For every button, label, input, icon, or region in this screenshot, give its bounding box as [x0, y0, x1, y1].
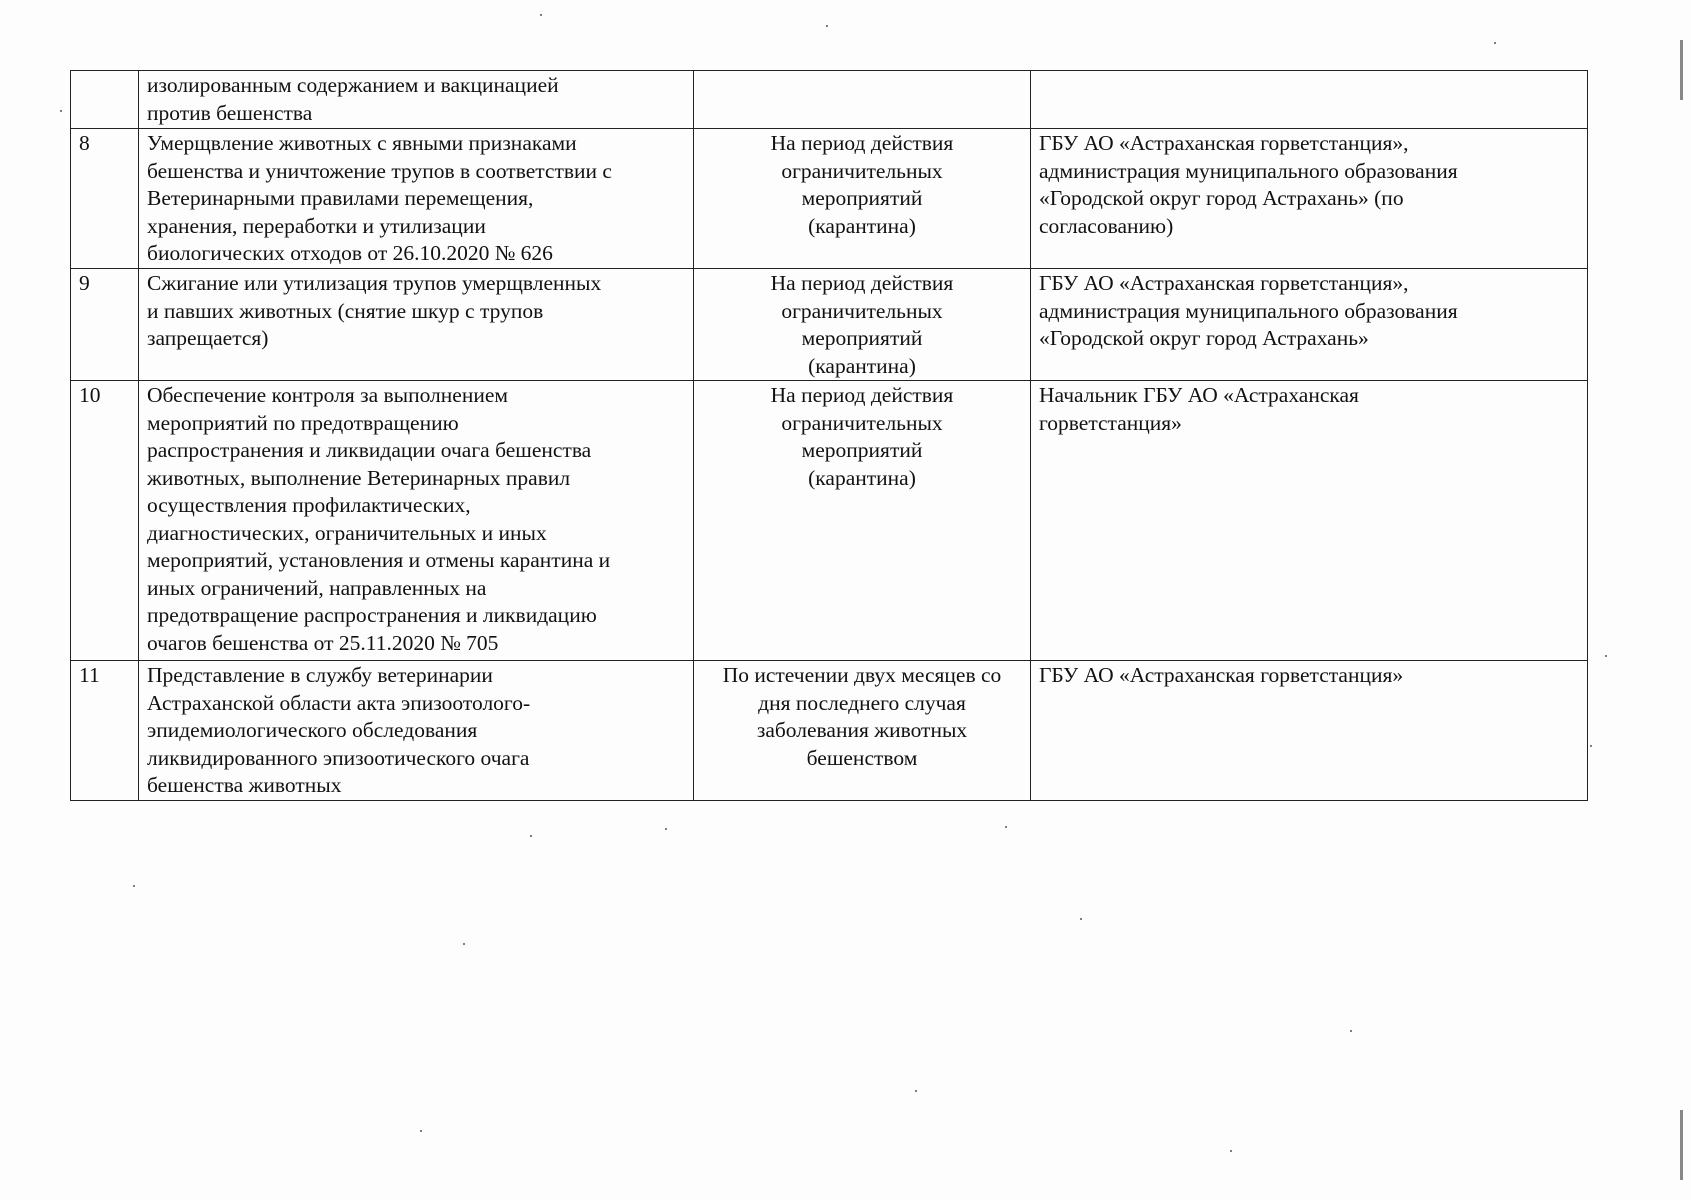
row-number-cell	[71, 269, 139, 381]
scan-speck	[1350, 1030, 1352, 1032]
responsible-cell	[1031, 661, 1588, 801]
row-number-cell	[71, 71, 139, 129]
table-row-10	[71, 381, 1588, 661]
measure-cell	[139, 269, 694, 381]
responsible-text: ГБУ АО «Астраханская горветстанция», администрация муниципального образования «Городской округ город Астрахань» (по согласованию)	[1039, 131, 1458, 238]
scan-speck	[1605, 655, 1607, 657]
term-text: По истечении двух месяцев со дня последнего случая заболевания животных бешенством	[722, 663, 1002, 770]
measures-table	[70, 70, 1588, 801]
measure-text: Представление в службу ветеринарии Астраханской области акта эпизоотолого- эпидемиологического обследования ликвидированного эпизоотического очага бешенства животных	[147, 663, 531, 797]
table-row-11	[71, 661, 1588, 801]
row-number: 8	[79, 131, 90, 155]
measure-cell	[139, 129, 694, 269]
term-text: На период действия ограничительных мероприятий (карантина)	[770, 271, 954, 378]
measure-cell	[139, 71, 694, 129]
responsible-cell	[1031, 269, 1588, 381]
scan-speck	[530, 835, 532, 837]
scan-speck	[463, 943, 465, 945]
row-number: 10	[79, 383, 101, 407]
scan-speck	[826, 25, 828, 27]
scan-speck	[133, 885, 135, 887]
scan-speck	[665, 828, 667, 830]
scan-speck	[1494, 42, 1496, 44]
measure-text: Умерщвление животных с явными признаками бешенства и уничтожение трупов в соответствии с Ветеринарными правилами перемещения, хранения, переработки и утилизации биологических отходов от 26.10.2020 № 626	[147, 131, 612, 265]
measure-text: Обеспечение контроля за выполнением мероприятий по предотвращению распространения и ликвидации очага бешенства животных, выполнение Ветеринарных правил осуществления профилактических, диагностических, ограничительных и иных мероприятий, установления и отмены карантина и иных ограничений, направленных на предотвращение распространения и ликвидацию очагов бешенства от 25.11.2020 № 705	[147, 383, 611, 655]
scan-speck	[1590, 745, 1592, 747]
scan-speck	[540, 14, 542, 16]
term-cell	[694, 269, 1031, 381]
table-row-9	[71, 269, 1588, 381]
term-cell	[694, 129, 1031, 269]
row-number-cell	[71, 129, 139, 269]
scan-speck	[1005, 826, 1007, 828]
term-text: На период действия ограничительных мероприятий (карантина)	[770, 383, 954, 490]
row-number: 11	[79, 663, 100, 687]
responsible-text: ГБУ АО «Астраханская горветстанция», администрация муниципального образования «Городской округ город Астрахань»	[1039, 271, 1458, 350]
responsible-text: ГБУ АО «Астраханская горветстанция»	[1039, 663, 1404, 687]
measure-text: Сжигание или утилизация трупов умерщвленных и павших животных (снятие шкур с трупов запрещается)	[147, 271, 602, 350]
responsible-cell	[1031, 381, 1588, 661]
scan-speck	[1230, 1150, 1232, 1152]
measure-cell	[139, 381, 694, 661]
responsible-cell	[1031, 71, 1588, 129]
row-number-cell	[71, 661, 139, 801]
table-row-8	[71, 129, 1588, 269]
measure-text: изолированным содержанием и вакцинацией против бешенства	[147, 73, 559, 125]
term-text: На период действия ограничительных мероприятий (карантина)	[770, 131, 954, 238]
scan-speck	[420, 1130, 422, 1132]
scan-edge-mark	[1680, 1110, 1683, 1180]
responsible-cell	[1031, 129, 1588, 269]
term-cell	[694, 661, 1031, 801]
scan-speck	[1080, 918, 1082, 920]
term-cell	[694, 381, 1031, 661]
measure-cell	[139, 661, 694, 801]
scan-speck	[60, 110, 62, 112]
row-number-cell	[71, 381, 139, 661]
term-cell	[694, 71, 1031, 129]
scan-speck	[915, 1090, 917, 1092]
responsible-text: Начальник ГБУ АО «Астраханская горветстанция»	[1039, 383, 1359, 435]
table-row-continuation	[71, 71, 1588, 129]
scan-edge-mark	[1680, 40, 1683, 100]
row-number: 9	[79, 271, 90, 295]
